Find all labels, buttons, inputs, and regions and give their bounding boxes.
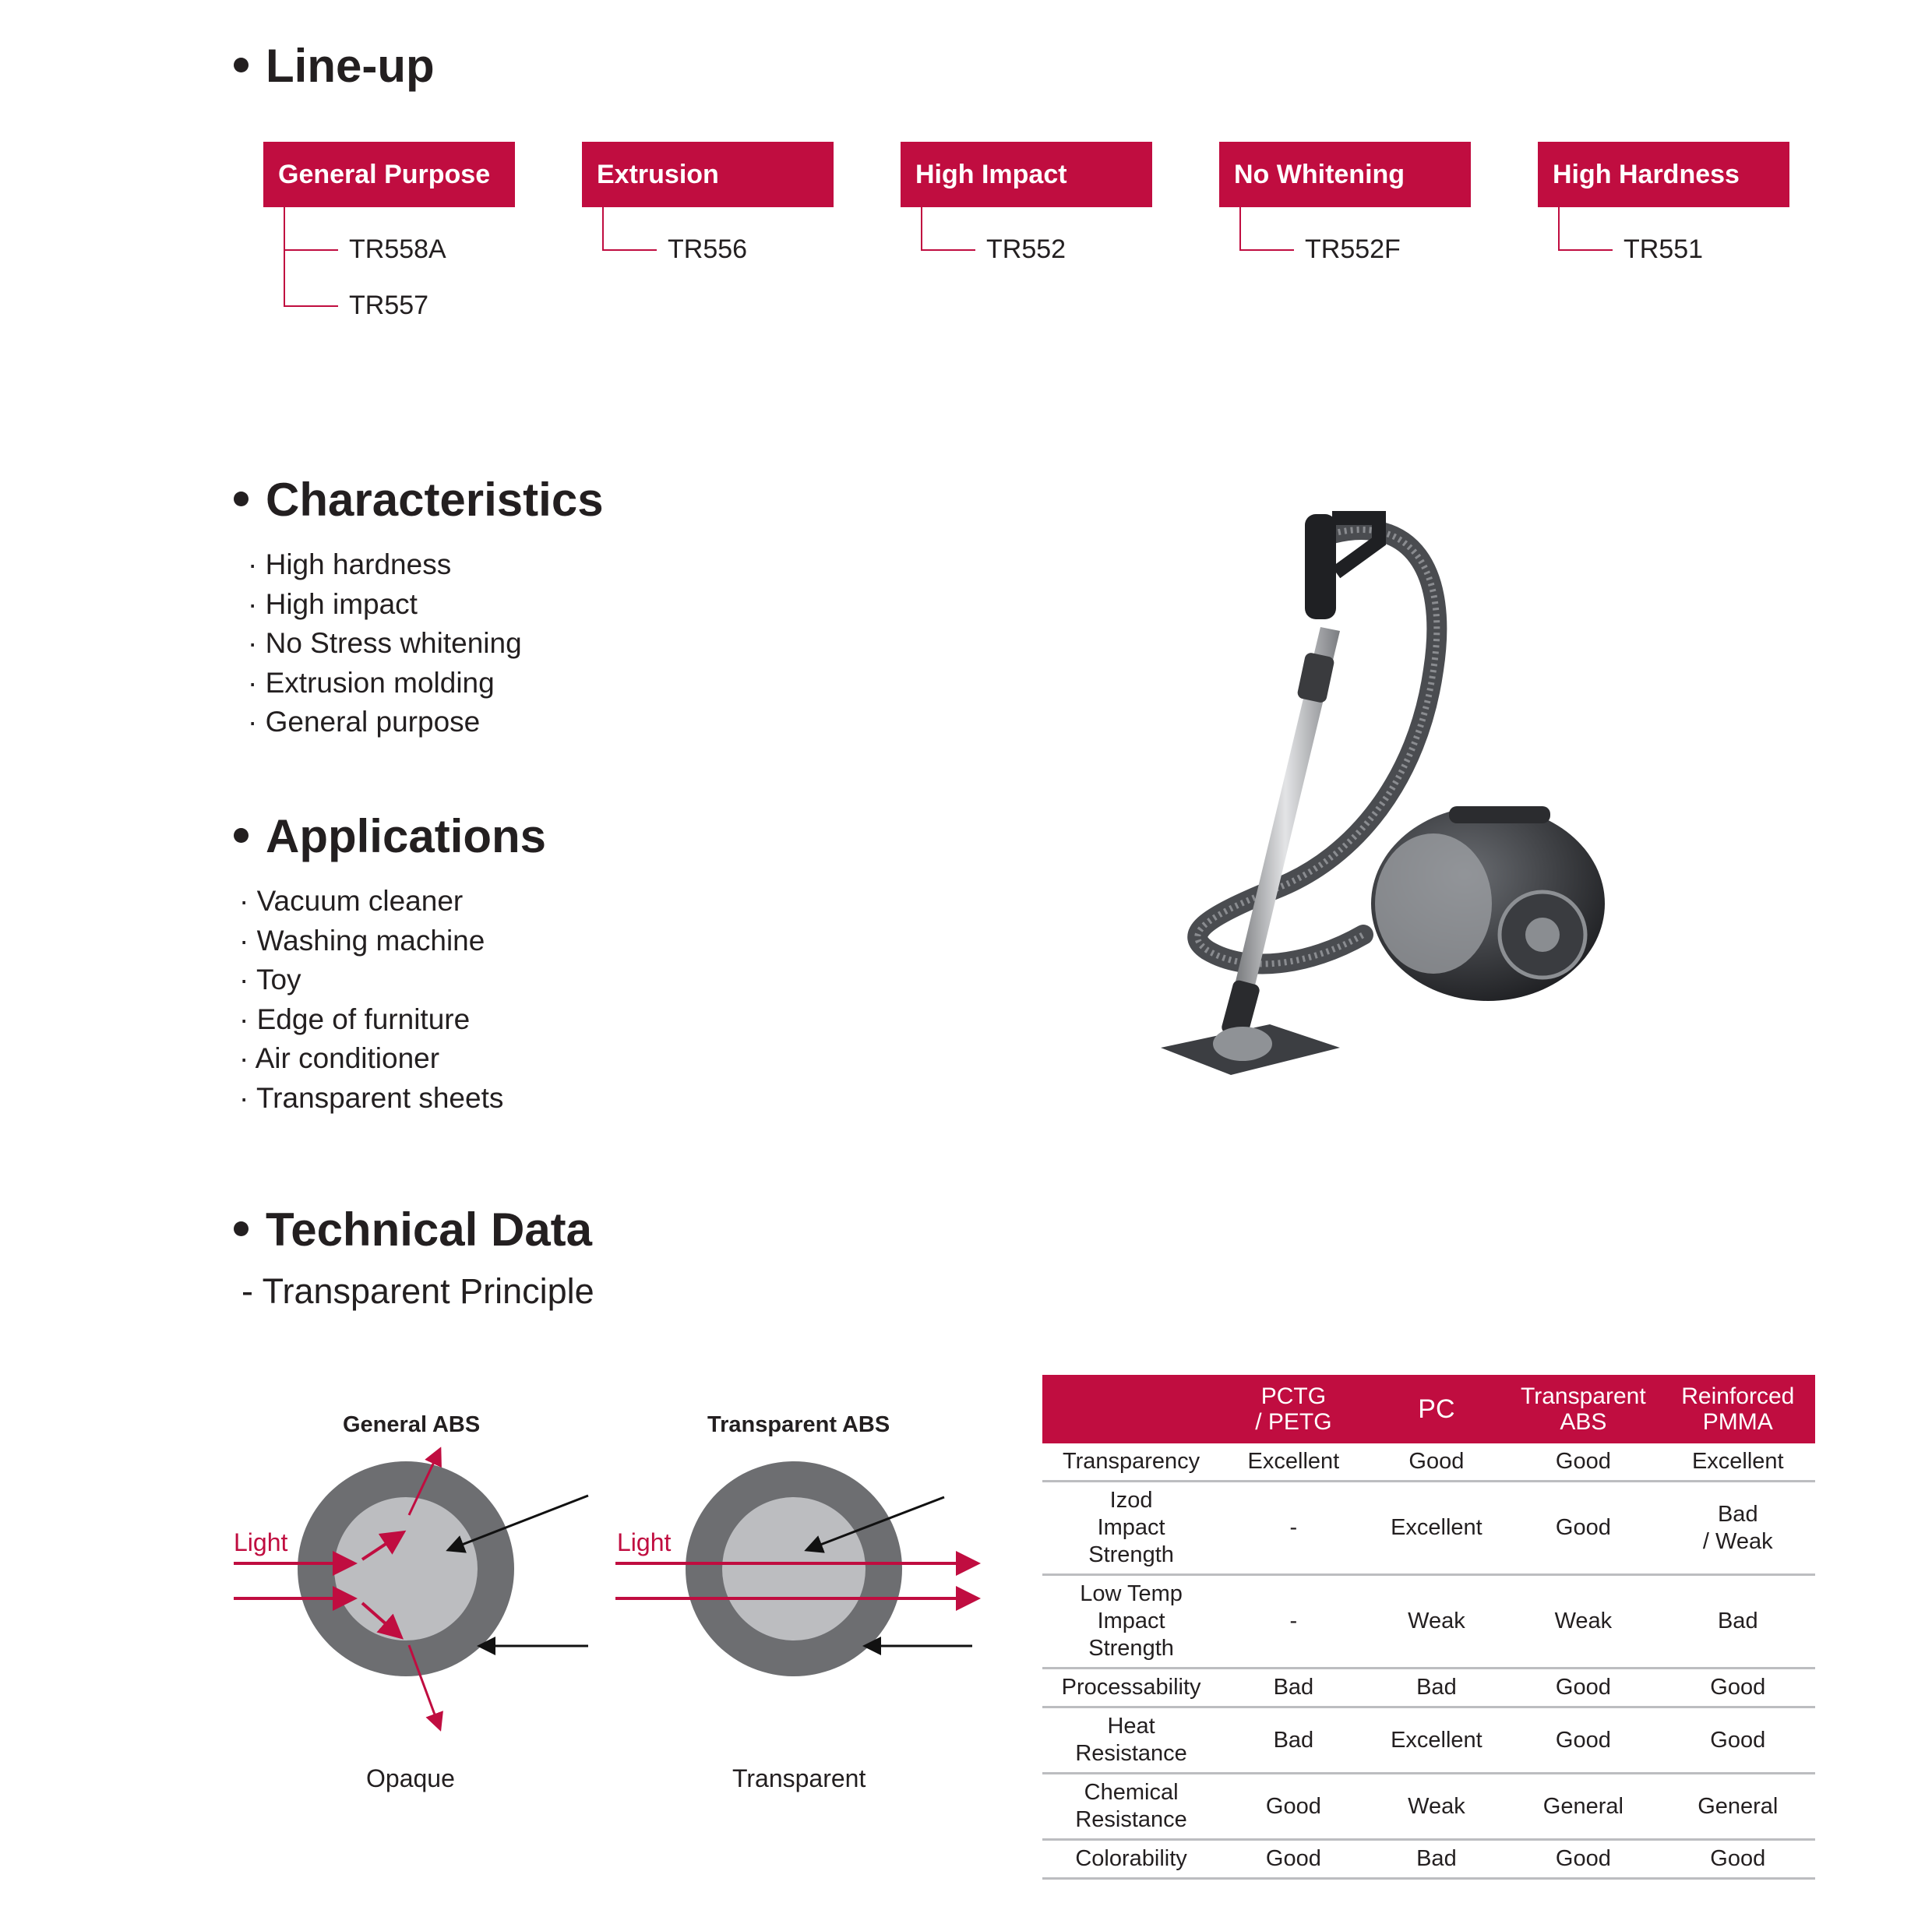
header-line: PC <box>1418 1394 1455 1424</box>
technical-heading: Technical Data <box>234 1207 592 1253</box>
applications-heading: Applications <box>234 813 546 860</box>
value-cell: Good <box>1220 1774 1366 1840</box>
table-row <box>1042 1669 1815 1707</box>
value-cell: Good <box>1661 1669 1815 1707</box>
property-line: Colorability <box>1075 1846 1187 1871</box>
table-header-row <box>1042 1375 1815 1443</box>
model-label: TR551 <box>1624 234 1704 264</box>
value-cell: - <box>1220 1482 1366 1575</box>
category-high-hardness: High Hardness <box>1538 142 1789 207</box>
value-cell: Weak <box>1367 1774 1507 1840</box>
property-line: Processability <box>1061 1675 1201 1700</box>
diagram-result-opaque: Opaque <box>366 1764 455 1792</box>
table-row <box>1042 1707 1815 1774</box>
value-cell: Bad / Weak <box>1661 1482 1815 1575</box>
property-line: Chemical <box>1084 1780 1179 1805</box>
tree-line <box>1558 207 1560 251</box>
header-line: Reinforced <box>1681 1383 1795 1409</box>
value-cell: Good <box>1506 1840 1660 1879</box>
property-line: Resistance <box>1075 1807 1187 1832</box>
model-label: TR558A <box>349 234 446 264</box>
property-line: Strength <box>1088 1636 1174 1661</box>
list-item: · No Stress whitening <box>248 624 522 664</box>
value-cell: Bad <box>1367 1840 1507 1879</box>
value-cell: Good <box>1661 1707 1815 1774</box>
property-line: Low Temp <box>1080 1581 1183 1606</box>
category-general-purpose: General Purpose <box>263 142 515 207</box>
table-row <box>1042 1443 1815 1482</box>
value-cell: Good <box>1220 1840 1366 1879</box>
diagram-title-transparent: Transparent ABS <box>707 1412 890 1437</box>
property-line: Heat <box>1107 1714 1155 1739</box>
property-cell <box>1042 1707 1220 1774</box>
rubber-core <box>334 1497 478 1640</box>
tree-branch <box>1239 249 1294 251</box>
rubber-core <box>722 1497 866 1640</box>
value-cell: Bad <box>1220 1669 1366 1707</box>
value-cell: Excellent <box>1661 1443 1815 1482</box>
model-label: TR552 <box>986 234 1066 264</box>
table-header-cell <box>1042 1375 1220 1443</box>
list-item: · Washing machine <box>239 922 503 961</box>
property-line: Izod <box>1109 1488 1153 1513</box>
diagram-title-general: General ABS <box>343 1412 481 1437</box>
property-cell <box>1042 1443 1220 1482</box>
header-line: PCTG <box>1260 1383 1327 1409</box>
list-item: · High impact <box>248 585 522 625</box>
value-cell: Bad <box>1661 1575 1815 1669</box>
table-header-cell <box>1506 1375 1660 1443</box>
value-cell: General <box>1506 1774 1660 1840</box>
light-label: Light <box>234 1528 288 1556</box>
value-cell: Excellent <box>1220 1443 1366 1482</box>
property-cell <box>1042 1774 1220 1840</box>
table-row <box>1042 1840 1815 1879</box>
category-extrusion: Extrusion <box>582 142 834 207</box>
table-header-cell <box>1367 1375 1507 1443</box>
property-line: Strength <box>1088 1542 1174 1567</box>
property-line: Transparency <box>1062 1449 1200 1474</box>
technical-subtitle: - Transparent Principle <box>242 1271 594 1311</box>
table-header-cell <box>1220 1375 1366 1443</box>
model-label: TR552F <box>1305 234 1401 264</box>
list-item: · Toy <box>239 960 503 1000</box>
value-cell: Good <box>1506 1707 1660 1774</box>
table-header-cell <box>1661 1375 1815 1443</box>
model-label: TR556 <box>668 234 748 264</box>
header-line: Transparent <box>1521 1383 1646 1409</box>
list-item: · General purpose <box>248 703 522 742</box>
value-cell: Excellent <box>1367 1707 1507 1774</box>
list-item: · Transparent sheets <box>239 1079 503 1119</box>
vacuum-cleaner-icon <box>1153 499 1605 1083</box>
transparent-abs-particle <box>615 1461 978 1676</box>
value-cell: Bad <box>1367 1669 1507 1707</box>
tree-branch <box>1558 249 1613 251</box>
value-cell: - <box>1220 1575 1366 1669</box>
model-label: TR557 <box>349 291 429 320</box>
value-cell: Good <box>1506 1669 1660 1707</box>
value-cell: Bad <box>1220 1707 1366 1774</box>
list-item: · Edge of furniture <box>239 1000 503 1040</box>
table-row <box>1042 1774 1815 1840</box>
value-cell: Weak <box>1506 1575 1660 1669</box>
property-cell <box>1042 1482 1220 1575</box>
tree-line <box>1239 207 1241 251</box>
list-item: · Vacuum cleaner <box>239 882 503 922</box>
property-cell <box>1042 1669 1220 1707</box>
material-comparison-table <box>1042 1375 1815 1880</box>
light-label: Light <box>617 1528 672 1556</box>
property-line: Impact <box>1097 1609 1165 1633</box>
general-abs-particle <box>234 1449 588 1729</box>
value-cell: Good <box>1506 1482 1660 1575</box>
table-row <box>1042 1482 1815 1575</box>
property-line: Resistance <box>1075 1741 1187 1766</box>
property-line: Impact <box>1097 1515 1165 1540</box>
diagram-result-transparent: Transparent <box>732 1764 866 1792</box>
property-cell <box>1042 1575 1220 1669</box>
value-cell: Excellent <box>1367 1482 1507 1575</box>
value-cell: General <box>1661 1774 1815 1840</box>
table-row <box>1042 1575 1815 1669</box>
value-cell: Good <box>1367 1443 1507 1482</box>
category-no-whitening: No Whitening <box>1219 142 1471 207</box>
list-item: · High hardness <box>248 545 522 585</box>
value-cell: Good <box>1506 1443 1660 1482</box>
value-cell: Weak <box>1367 1575 1507 1669</box>
header-line: ABS <box>1560 1409 1607 1435</box>
lineup-heading: Line-up <box>234 43 435 90</box>
value-cell: Good <box>1661 1840 1815 1879</box>
property-cell <box>1042 1840 1220 1879</box>
header-line: / PETG <box>1255 1409 1332 1435</box>
list-item: · Extrusion molding <box>248 664 522 703</box>
characteristics-heading: Characteristics <box>234 477 604 523</box>
list-item: · Air conditioner <box>239 1039 503 1079</box>
header-line: PMMA <box>1702 1409 1773 1435</box>
category-high-impact: High Impact <box>901 142 1152 207</box>
